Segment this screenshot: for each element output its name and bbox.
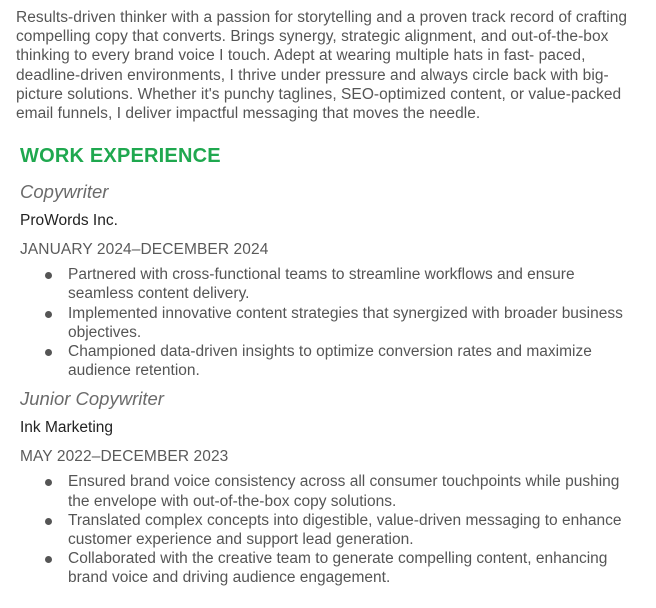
job-title: Junior Copywriter [20, 388, 164, 410]
bullet-icon [45, 311, 52, 318]
company-name: Ink Marketing [20, 419, 114, 437]
job-bullet [68, 342, 636, 380]
job-bullet-list [20, 472, 636, 587]
job-bullet-text: Championed data-driven insights to optimize conversion rates and maximize audience retention. [68, 343, 592, 380]
bullet-icon [45, 479, 52, 486]
employment-dates: MAY 2022–DECEMBER 2023 [20, 448, 229, 466]
bullet-icon [45, 272, 52, 279]
section-title-work-experience: WORK EXPERIENCE [20, 145, 221, 168]
bullet-icon [45, 556, 52, 563]
job-bullet [68, 265, 636, 303]
job-entry [20, 388, 636, 587]
job-bullet [68, 511, 636, 549]
job-bullet-text: Translated complex concepts into digestible, value-driven messaging to enhance customer experience and support lead generation. [68, 511, 622, 549]
job-entry [20, 181, 636, 380]
job-bullet-text: Partnered with cross-functional teams to streamline workflows and ensure seamless content delivery. [68, 266, 575, 303]
job-bullet [68, 304, 636, 342]
job-bullet-text: Implemented innovative content strategies that synergized with broader business objectives. [68, 304, 623, 341]
company-name: ProWords Inc. [20, 212, 118, 230]
job-bullet [68, 472, 636, 510]
job-bullet-list [20, 265, 636, 380]
bullet-icon [45, 349, 52, 356]
professional-summary: Results-driven thinker with a passion for storytelling and a proven track record of crafting compelling copy that converts. Brings synergy, strategic alignment, and out-of-the-box thinking to every brand voice I touch. Adept at wearing multiple hats in fast- paced, deadline-driven environments, I thrive under pressure and always circle back with big-picture solutions. Whether it's punchy taglines, SEO-optimized content, or value-packed email funnels, I deliver impactful messaging that moves the needle. [16, 9, 628, 123]
job-bullet [68, 549, 636, 587]
job-bullet-text: Collaborated with the creative team to generate compelling content, enhancing brand voice and driving audience engagement. [68, 550, 608, 587]
employment-dates: JANUARY 2024–DECEMBER 2024 [20, 241, 269, 259]
job-bullet-text: Ensured brand voice consistency across all consumer touchpoints while pushing the envelope with out-of-the-box copy solutions. [68, 473, 620, 510]
job-title: Copywriter [20, 181, 109, 203]
bullet-icon [45, 518, 52, 525]
